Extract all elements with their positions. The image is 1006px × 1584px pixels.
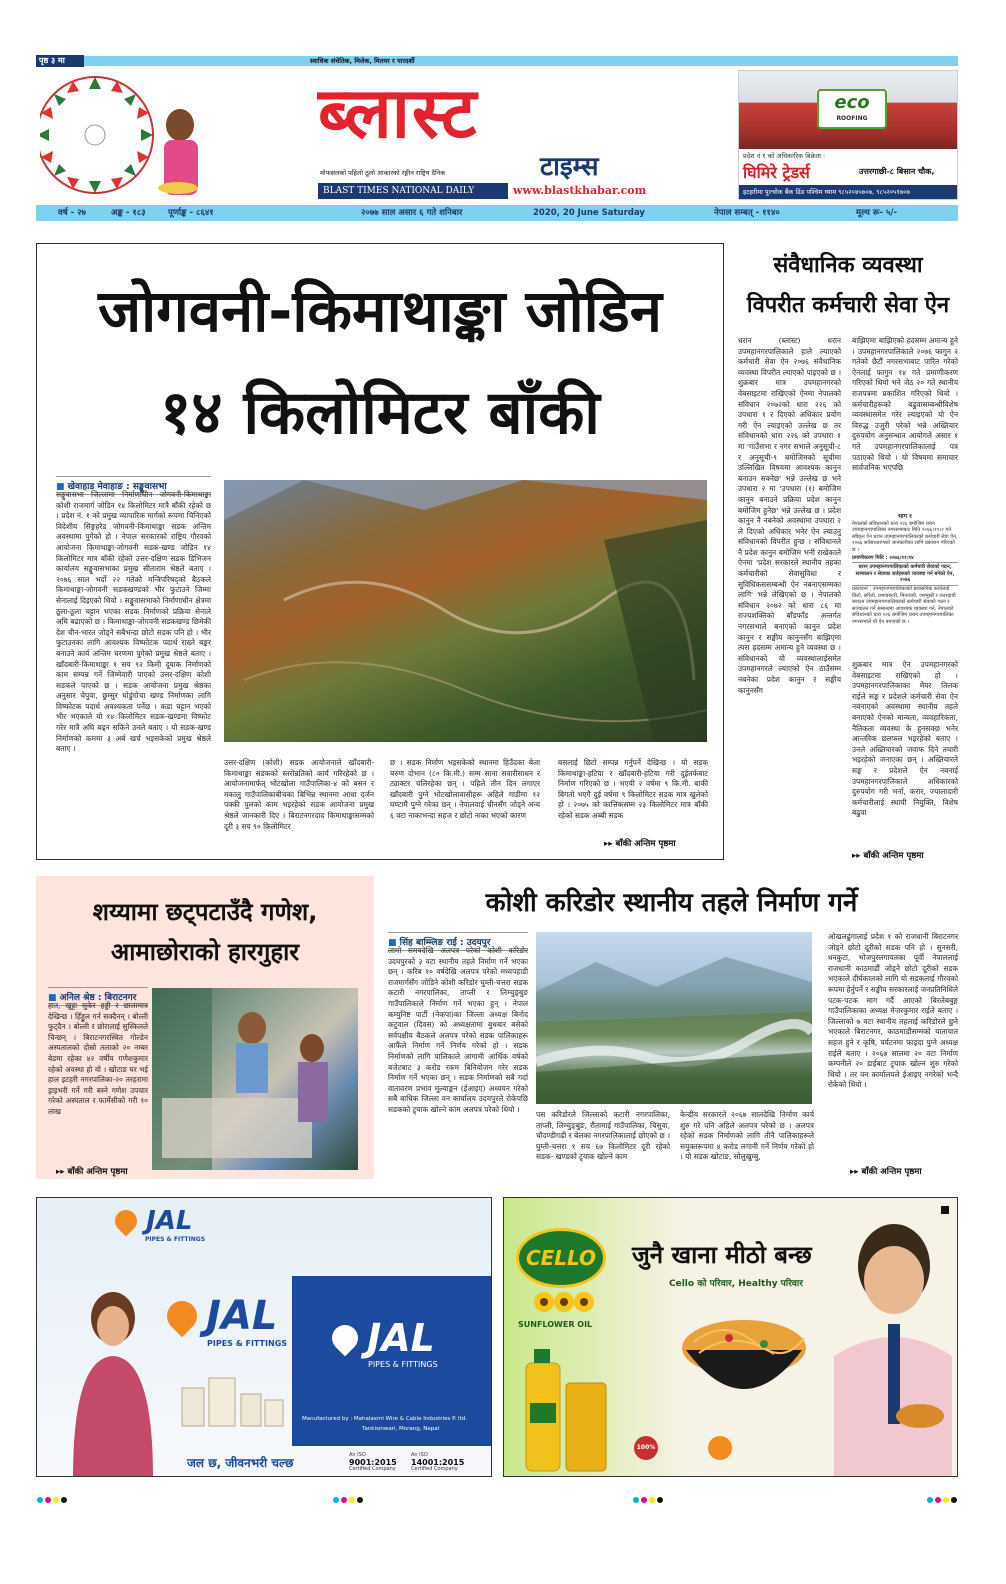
jal-top-brand: JAL: [146, 1206, 193, 1236]
right-col-3: शुक्रबार मात्र ऐन उपमहानगरको वेबसाइटमा राखिएको हो । उपमहानगरपालिकाका मेयर तिलक राईले सङ्घ र प्रदेशले कर्मचारी सेवा ऐन नबनाएको अवस्थामा स्थानीय तहले बनाएको ऐनको मान्यता, व्यवहारिकता, नैतिकता व्यवस्था के हुनसक्छ भनेर आन्तरिक छलफल भइरहेको बताए । उनले अख्तियारको जवाफ दिने तयारी भइरहेको जनाएका छन् । अख्तियारले सङ्घ र प्रदेशले ऐन नबनाई उपमहानगरपालिकाले अधिकारको दुरुपयोग गरी भर्ना, करार, ज्यालादारी कर्मचारीलाई स्थायी नियुक्ति, विशेष बढुवा: [852, 660, 958, 818]
jal-cert-2: [411, 1452, 464, 1473]
main-col-3: छ । सडक निर्माण भइसकेको स्थानमा हिउँदका बेला बरुण दोभान (८० कि.मी.) सम्म साना सवारीसाधन र ट्याक्टर चलिरहेका छन् । पहिले तीन दिन लगाएर खाँदबारी पुग्ने भोटखोलावासीहरू अहिले गाडीमा १२ घण्टामै पुग्ने गरेका छन् । नेपालवाई चीनसँग जोड्ने अन्य ६ वटा नाकाभन्दा सहज र छोटो नाका भएको कारण: [390, 758, 540, 820]
doc-heading: धरान उपमहानगरपालिकाको कर्मचारी सेवाको गठन, सञ्चालन र सेवाका शर्तहरूको व्यवस्था गर्न बनेको ऐन, २०७६: [852, 562, 958, 586]
jal-drop-icon-3: [327, 1320, 364, 1357]
jal-model: [63, 1278, 163, 1477]
eco-brand: eco: [834, 92, 870, 113]
jal-mid-sub: PIPES & FITTINGS: [207, 1339, 288, 1348]
koshi-byline: ■ सिंह बाम्म्लिङ राई : उदयपुर: [388, 932, 528, 951]
masthead-subtitle: टाइम्स: [540, 152, 599, 182]
info-nepal-era: नेपाल सम्बत् - ११४०: [714, 208, 780, 218]
jal-panel-sub: PIPES & FITTINGS: [368, 1360, 438, 1369]
jal-cert-label-2: Certified Company: [411, 1466, 458, 1472]
jal-drop-icon-2: [161, 1295, 203, 1337]
jal-top-logo: [115, 1206, 235, 1246]
river-valley-photo: [536, 932, 812, 1104]
koshi-col-3: केन्द्रीय सरकारले २०६७ सालदेखि निर्माण कार्य शुरु गरे पनि अहिले अलपत्र परेको छ । अलपत्र रहेको सडक निर्माणको लागि तीनै पालिकाहरूले सयुक्तरूपमा ४ करोड लगानी गर्ने निर्णय गरेको हो । यो सडक खोटाङ, सोलुखुम्बु,: [680, 1110, 814, 1162]
info-bar: [36, 205, 958, 221]
cello-ad[interactable]: [503, 1197, 958, 1477]
jal-pipes: [177, 1368, 287, 1428]
koshi-col-4: ओखलढुंगालाई प्रदेश १ को राजधानी बिराटनगर जोड्ने छोटो दूरीको सडक पनि हो । सुनसरी, धनकुटा, भोजपुरलगायतका पूर्वी नेपाललाई राजधानी काठमाडौं जोड्ने छोटो दूरीको सडक भएकाले दीर्घकालको लागि यो सडकलाई गौरवको रूपमा हेर्नुपर्ने र सङ्घीय सरकारलाई जनप्रतिनिधिले पटक-पटक माग गर्दै आएको बिरलेबबुङ्ग गाउँपालिकाका अध्यक्ष मेजरकुमार राईले बताए । जिल्लाको ७ वटा स्थानीय तहलाई करिडोरले छुने भएकाले बिराटनगर, काठमाडौंसम्मको यातायात सहज हुने र कृषि, पर्यटनमा फाइदा पुग्ने अध्यक्ष राईले बताए । २०६७ सालमा २० वटा निर्माण कम्पनीले २० डाईबाट ट्र्याक खोल्न शुरु गरेको थियो । तर वन कार्यालयले ईआइए नगरेको भन्दै रोकेको थियो ।: [828, 932, 958, 1090]
eco-address: उत्तरगाछी-८ बिसान चौक,: [859, 167, 935, 176]
right-headline-2: विपरीत कर्मचारी सेवा ऐन: [746, 293, 950, 318]
noodle-bowl: [674, 1298, 814, 1418]
right-col-2: बाझिएमा बाझिएको हदसम्म अमान्य हुने । उपमहानगरपालिकाले २०७६ फागुन २ गतेको छैटौं नगरसभाबाट पारित गरेको ऐनलाई फागुन १४ गते प्रमाणीकरण गरिएको थियो भने जेठ २० गते स्थानीय राजपत्रमा प्रकाशित गरिएको थियो । कर्मचारीहरूको बढुवासम्बन्धीविशेष व्यवस्थासमेत गरेर ल्याइएको यो ऐन विरुद्ध उजुरी परेको भन्ने अख्तियार दुरुपयोग अनुसन्धान आयोगले असार १ गते उपमहानगरपालिकालाई पत्र पठाएको थियो । यो विषयमा समाचार सार्वजनिक भएपछि: [852, 336, 958, 473]
sunflower-icon: [532, 1290, 596, 1314]
jal-address: Tankisinwari, Morang, Nepal: [362, 1426, 440, 1432]
jal-iso-label-2: An ISO: [411, 1452, 428, 1458]
koshi-col-2: पस करिडोरले जिल्लाको कटारी नगरपालिका, ताप्ली, लिम्चुङ्बुङ, रौतामाई गाउँपालिका, चिसुवा, चौदण्डीगढी र बेलका नगरपालिकालाई छोएको छ । घुम्ती-चत्तरा १ सय ६७ किलोमिटर दूरी रहेको सडक- खण्डको ट्र्याक खोल्ने काम: [536, 1110, 670, 1162]
hospital-photo: [152, 988, 358, 1170]
ganesh-headline-2: आमाछोराको हारगुहार: [110, 938, 300, 966]
eco-brand-sub: ROOFING: [836, 115, 868, 122]
main-headline-1: जोगवनी-किमाथाङ्का जोडिन: [98, 277, 662, 345]
jal-iso-2: 14001:2015: [411, 1458, 465, 1467]
info-issue: अङ्क - १८३: [111, 208, 146, 218]
masthead-title: ब्लास्ट: [318, 72, 479, 154]
cello-badge: 100%: [634, 1436, 658, 1460]
jal-slogan: जल छ, जीवनभरी चल्छ: [187, 1456, 294, 1470]
cello-headline: जुनै खाना मीठो बन्छ: [632, 1241, 812, 1269]
eco-company: घिमिरे ट्रेडर्स: [743, 163, 810, 182]
doc-body: नेपालको संविधानको धारा २२६ बमोजिम धरान उपमहानगरपालिका नगरसभाबाट मिति २०७६।११।२ गते स्वीकृत ऐन धरान उपमहानगरपालिकाको कर्मचारी सेवा ऐन, २०७६ सर्वसाधारणको जानकारीका लागि प्रकाशन गरिएको छ ।: [852, 520, 958, 553]
main-byline: ■ खेवाहाड मेवाहाङ : सङ्खुवासभा: [56, 476, 211, 495]
masthead-tagline: मोफसलको पहिलो ठूलो आकारको रङ्गीन राष्ट्रिय दैनिक: [320, 169, 446, 177]
jal-iso-label-1: An ISO: [349, 1452, 366, 1458]
mountain-road-photo: [224, 480, 707, 742]
info-date-np: २०७७ साल असार ६ गते शनिबार: [361, 208, 463, 218]
masthead-tagline-top: स्वाधिक संचेतिक, मिलेक, मितयर र पारदर्शी: [310, 57, 415, 65]
cello-share-icon: [708, 1436, 732, 1460]
main-headline-2: १४ किलोमिटर बाँकी: [160, 378, 600, 448]
koshi-jump[interactable]: ▸▸ बाँकी अन्तिम पृष्ठमा: [850, 1166, 922, 1177]
ganesh-body: हात, खुट्टा सुकेर हड्डी र छालामात्र देखिन्छ । हिँड्डुल गर्न सक्दैनन् । बोल्ती फुट्दैन । बोल्ती र छोरालाई सुस्किलले चिन्छन् । बिराटनगरस्थित गोल्डेन अस्पतालको दोस्रो तलाको २० नम्बर बेडमा रहेका ४२ वर्षीय गणेशकुमार रहेको अवस्था हो यो । खोटाङ घर भई हाल इटहरी नगरपालिका-२० तरहरामा ड्राइभरी गर्ने गरी बस्ने गणेश उपचार गरेको अस्पताल र फार्मेसीको गरी १० लाख: [48, 1001, 148, 1116]
jal-cert-label-1: Certified Company: [349, 1466, 396, 1472]
masthead-logo: [318, 68, 648, 158]
info-year: वर्ष - २७: [58, 208, 86, 218]
main-col-2: उत्तर-दक्षिण (कोशी) सडक आयोजनाले खाँदबारी-किमाथाङ्का सडकको स्तरोन्नतिको कार्य गरिरहेको छ । आयोजनामार्फत् भोटखोला गाउँपालिका-४ को बसन र मकालु गाउँपालिकाबीचका बिभिन्न स्थानमा आधा दर्जन पक्की पुलको काम भइरहेको सडक आयोजना प्रमुख श्रेष्ठले जानकारी दिए । बिराटनगरदाद किमाथाङ्कासम्मको दूरी ३ सय ९० किलोमिटर: [224, 758, 374, 831]
eco-roofing-ad[interactable]: [738, 70, 958, 200]
doc-body-2: प्रस्तावना : उपमहानगरपालिकाको प्रशासनिक कार्यलाई छिटो, छरितो, प्रभावकारी, मितव्ययी, जनमुखी र उत्तरदायी बनाउन उपमहानगरपालिकाको कर्मचारी सेवाको गठन र सञ्चालन गर्ने सम्बन्धमा आवश्यक व्यवस्था गर्न, नेपालको संविधानको धारा २२६ बमोजिम धरान उपमहानगरपालिका नगरसभाले यो ऐन बनाएको छ ।: [852, 585, 956, 625]
cello-brand: CELLO: [525, 1246, 597, 1270]
right-col-1: धरान (ब्लास्ट) धरान उपमहानगरपालिकाले हाले ल्याएको कर्मचारी सेवा ऐन २०७६ संवैधानिक व्यवस्था विपरीत ल्याएको पाइएको छ । शुक्रबार मात्र उपमहानगरको वेबसाइटमा राखिएको ऐनमा नेपालको संविधान २०७२को धारा २२६ को उपधारा १ र दिएको अधिकार प्रयोग गरी ऐन ल्याइएको उल्लेख छ तर संविधानको धारा २२६ को उपधारा १ मा 'गाउँसभा र नगर सभाले अनुसूची-८ र अनुसूची-९ बमोजिमको सूचीमा उल्लिखित विषयमा आवश्यक कानुन बनाउन सक्नेछ' भन्ने उल्लेख छ भने उपधारा २ मा 'उपधारा (१) बमोजिम कानुन बनाउने प्रक्रिया प्रदेश कानुन बमोजिम हुनेछ' भन्ने उल्लेख छ । प्रदेश कानुन नै नबनेको अवस्थामा उपधारा २ ले दिएको अधिकार भनेर ऐन ल्याउनु संविधानको विपरीत हुन्छ । संविधानले नै प्रदेश कानुन बमोजिम भनी राखेकाले ऐनमा 'प्रदेश सरकारले स्थानीय तहका कर्मचारीको सेवासुविधा र सुविधिकससम्बन्धी ऐन नबनाएसम्मका लागि' भन्ने लेखिएको छ । नेपालको संविधान २०७२ को धारा ८६ मा राज्यशक्तिको बाँडफाँड अन्तर्गत नगरसभाले बनाएको कानुन प्रदेश कानुन र सङ्घीय कानुनसँग बाझिएमा त्यस हदसम्म अमान्य हुने व्यवस्था छ । संविधानको यो व्यवस्थालाईसमेत उपमहानगरले ल्याएको ऐन ठाउँसम्म नबनेका प्रदेश कानुन र सङ्घीय कानुनसँग: [738, 336, 841, 695]
info-date-en: 2020, 20 June Saturday: [533, 208, 645, 218]
jal-top-sub: PIPES & FITTINGS: [145, 1236, 206, 1243]
corner-square-icon: [941, 1206, 949, 1214]
jal-ad[interactable]: [36, 1197, 492, 1477]
website-link[interactable]: www.blastkhabar.com: [513, 184, 647, 197]
ganesh-byline: ■ अनिल श्रेष्ठ : बिराटनगर: [48, 987, 148, 1006]
doc-title: भाग १: [897, 514, 913, 520]
cello-sub: Cello को परिवार, Healthy परिवार: [669, 1279, 803, 1289]
jal-blue-panel: [292, 1276, 492, 1446]
info-price: मूल्य रू- ५/-: [856, 208, 898, 218]
jal-panel-logo: [332, 1316, 438, 1369]
kite-illustration: [40, 70, 220, 205]
photo-credit: तस्बीर : खेवाहाड लिम्बु: [212, 562, 220, 620]
main-col-1: सङ्खुवासभा जिल्लामा निर्माणाधीन जोगवनी-किमाथाङ्का कोशी राजमार्ग जोडिन १४ किलोमिटर मात्रै बाँकी रहेको छ । प्रदेश नं. १ को प्रमुख व्यापारिक मार्गको रूपमा चिनिएको विदेशीय सिङ्गहरेड जोगवनी-किमाथाङ्का सडक अन्तिम अवस्थामा पुगेको हो । नेपाल सरकारको राष्ट्रिय गौरवको आयोजना किमाथाङ्का-जोगवनी सडक-खण्ड जोडिन १४ किलोमिटर मात्र बाँकी रहेको उत्तर-दक्षिण सडक डिभिजन कार्यालय सङ्खुवासभाका प्रमुख सीताराम श्रेष्ठले बताए । २०७६ साल भर्दो २२ गतेको मन्त्रिपरिषद्को बैठकले किमाथाङ्का-जोगवनी सडकखण्डको भीर फुटाउने जिम्मा सेनालाई दिइएको थियो । सङ्खुवासभाको निर्माणाधीन क्षेत्रमा ठूला-ठूला चट्टान भएका सडक निर्माणको प्रक्रिया सेनाले अघि बढाएको छ । किमाथाङ्का-जोगवनी सडकखण्ड छिमेकी देश चीन-भारत जोड्ने सबैभन्दा छोटो सडक पनि हो । भीर फुटाउनका लागि आवश्यक विष्फोटक पदार्थ राख्ने बङ्कर बनाउने कार्य अन्तिम चरणमा पुगेको प्रमुख श्रेष्ठले बताए । खाँदबारी-किमाथाङ्का १ सय ९२ किमी दूयाक निर्माणको काम सम्पन्न गर्ने जिम्मेवारी पाएको उत्तर-दक्षिण कोशी सडकले पाएको छ । सडक आयोजना प्रमुख श्रेष्ठका अनुसार चेपुवा, छुम्सुर घोडुंगोचा खण्ड निर्माणका लागि विष्फोटक पदार्थ अवश्यकता पर्नेछ । कडा चट्टान भएको भीर भएकाले यो १४ किलोमिटर सडक-खण्डमा विष्फोट गरेर मात्रै अघि बढ्न सकिने उनले बताए । यो सडक-खण्ड निर्माणको कममा ३ अर्ब खर्च भइसकेको प्रमुख श्रेष्ठले बताए ।: [56, 490, 211, 754]
right-jump[interactable]: ▸▸ बाँकी अन्तिम पृष्ठमा: [852, 850, 924, 861]
main-col-4: बसलाई छिटो सम्पन्न गर्नुपर्ने देखिन्छ । यो सडक किमाथाङ्का-हटिया र खाँदबारी-हटिया गरी दुईतर्फबाट निर्माण गरिएको छ । भएयी २ वर्षमा ९ कि.मी. बाकी बिगतो भएगै दुई वर्षमा ९ किलोमिटर सडक मात्र खुलेको हो । २०७५ को कात्तिकसम्म २३ किलोमिटर मात्र बाँकी रहेको सडक अब्बी सडक: [558, 758, 708, 820]
cello-logo: [516, 1228, 606, 1288]
koshi-headline: कोशी करिडोर स्थानीय तहले निर्माण गर्ने: [485, 888, 858, 918]
english-name-badge: BLAST TIMES NATIONAL DAILY: [318, 183, 508, 199]
eco-footer: इटहरीमा पुल्चोक बैंक ढिंड पश्चिम घ्याम ९८५२०४५७०७, ९८५२०५१७०७: [739, 185, 957, 199]
gazette-excerpt: [852, 514, 958, 654]
doc-date: प्रमाणीकरण मिति : २०७६।११।१४: [852, 554, 914, 561]
eco-dealer-line: प्रदेश नं १ को अधिकारिक बिक्रेता :: [743, 152, 826, 160]
jal-cert-1: [349, 1452, 397, 1473]
right-headline-1: संवैधानिक व्यवस्था: [773, 253, 923, 278]
main-jump[interactable]: ▸▸ बाँकी अन्तिम पृष्ठमा: [604, 838, 676, 849]
cello-product: SUNFLOWER OIL: [518, 1320, 593, 1329]
boy-model: [824, 1206, 954, 1477]
jal-manufacturer: Manufactured by : Mahalaxmi Wire & Cable Industries P. ltd.: [302, 1416, 467, 1422]
page-tag: पृष्ठ ३ मा: [36, 55, 84, 67]
ganesh-headline-1: शय्यामा छट्पटाउँदै गणेश,: [92, 898, 318, 926]
jal-iso-1: 9001:2015: [349, 1458, 397, 1467]
jal-panel-brand: JAL: [367, 1316, 435, 1360]
info-serial: पूर्णाङ्क - ८६४१: [168, 208, 214, 218]
oil-bottles: [522, 1343, 612, 1473]
ganesh-jump[interactable]: ▸▸ बाँकी अन्तिम पृष्ठमा: [56, 1166, 128, 1177]
koshi-col-1: लामो समयदेखि अलपत्र परेको कोशी करिडोर उदयपुरको ३ वटा स्थानीय तहले निर्माण गर्ने भएका छन् । करिब १० वर्षदेखि अलपत्र परेको मध्यपहाडी राजमार्गसँग जोडिने कोशी करिडोर घुम्ती-चत्तरा सडक कटारी नगरपालिका, ताप्ली र लिम्चुङ्बुङ गाउँपालिकाले निर्माण गर्ने भएका हुन् । नेपाल कम्युनिष्ट पार्टी (नेकपा)का जिल्ला अध्यक्ष बिनोद कटुवाल (दिवस) को अध्यक्षतामा बुधबार बसेको सर्वपक्षीय बैठकले अलपत्र परेको सडक पालिकाहरू आफैंले निर्माण गर्ने निर्णय गरेको हो । सडक निर्माणको लागि पालिकाले आगामी आर्थिक वर्षको बजेटबाट ३ करोड रकम बिनियोजन गरेर सडक निर्माण गर्ने भएका छन् । सडक निर्माणको सबै गर्दा वातावरण प्रभाव मूल्याङ्कन (ईआइए) अध्ययन गरेको सबै बाधिक जिल्ला वन कार्यालय उदयपुरले रोकेपछि सडकको ट्र्याक खोल्ने काम अलपत्र परेको थियो ।: [388, 946, 528, 1114]
jal-drop-icon: [110, 1205, 141, 1236]
color-registration-strip: [36, 1488, 958, 1494]
jal-mid-brand: JAL: [206, 1293, 278, 1339]
eco-logo: [817, 89, 887, 129]
